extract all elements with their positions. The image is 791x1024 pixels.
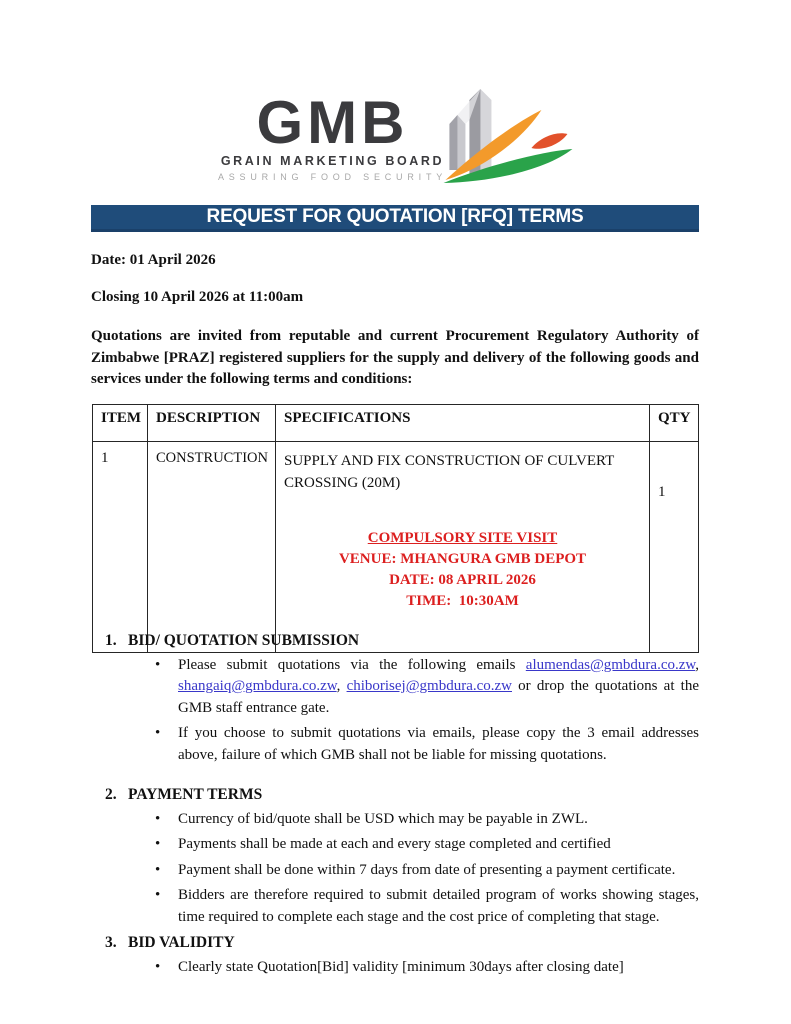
- logo-tagline: ASSURING FOOD SECURITY: [217, 172, 448, 182]
- bullet-icon: [155, 860, 178, 882]
- header-specifications: SPECIFICATIONS: [276, 405, 650, 442]
- section-title: BID/ QUOTATION SUBMISSION: [128, 632, 360, 649]
- site-visit-time: TIME: 10:30AM: [406, 593, 519, 609]
- grain-silos-swoosh-icon: [443, 84, 573, 186]
- spec-text: SUPPLY AND FIX CONSTRUCTION OF CULVERT CROSSING (20M): [284, 453, 615, 491]
- section-number: 2.: [105, 786, 117, 803]
- section-bid-quotation-submission: [91, 630, 699, 766]
- section-heading: [91, 630, 699, 652]
- bullet-icon: [155, 957, 178, 979]
- bullet-text: Currency of bid/quote shall be USD which may be payable in ZWL.: [178, 810, 588, 827]
- email-link-alumendas[interactable]: alumendas@gmbdura.co.zw: [525, 656, 696, 673]
- bullet-icon: [155, 885, 178, 928]
- intro-paragraph: Quotations are invited from reputable and current Procurement Regulatory Authority of Zimbabwe [PRAZ] registered suppliers for the supply and delivery of the following goods and services under the following terms and conditions:: [91, 328, 699, 387]
- bullet-text: Payment shall be done within 7 days from date of presenting a payment certificate.: [178, 861, 676, 878]
- logo-text-block: [217, 89, 448, 182]
- bullet-text: Payments shall be made at each and every stage completed and certified: [178, 836, 611, 852]
- list-item: [91, 655, 699, 720]
- separator: ,: [695, 656, 699, 673]
- cell-description: CONSTRUCTION: [148, 442, 276, 653]
- terms-sections: [91, 630, 699, 982]
- logo-company-name: GRAIN MARKETING BOARD: [220, 154, 445, 168]
- section-payment-terms: [91, 784, 699, 928]
- cell-specifications: [276, 442, 650, 653]
- date-line: Date: 01 April 2026: [91, 252, 216, 268]
- bullet-text-post: or drop the quotations at the GMB staff entrance gate.: [178, 678, 699, 716]
- section-heading: [91, 932, 699, 954]
- items-table: [92, 404, 699, 653]
- table-header-row: [93, 405, 699, 442]
- list-item: [91, 957, 699, 979]
- list-item: [91, 834, 699, 856]
- list-item: [91, 723, 699, 766]
- header-qty: QTY: [650, 405, 699, 442]
- list-item: [91, 885, 699, 928]
- site-visit-title: COMPULSORY SITE VISIT: [367, 530, 558, 546]
- site-visit-venue: VENUE: MHANGURA GMB DEPOT: [338, 551, 587, 567]
- header-description: DESCRIPTION: [148, 405, 276, 442]
- email-link-chiborisej[interactable]: chiborisej@gmbdura.co.zw: [346, 678, 512, 694]
- section-number: 3.: [105, 934, 117, 951]
- bullet-text: Bidders are therefore required to submit detailed program of works showing stages, time required to complete each stage and the cost price of completing that stage.: [178, 887, 699, 925]
- section-heading: [91, 784, 699, 806]
- bullet-text: Clearly state Quotation[Bid] validity [minimum 30days after closing date]: [178, 958, 624, 975]
- site-visit-notice: [284, 528, 641, 612]
- section-title: BID VALIDITY: [128, 934, 235, 951]
- email-link-shangaiq[interactable]: shangaiq@gmbdura.co.zw: [178, 678, 337, 694]
- rfq-terms-banner: [91, 205, 699, 232]
- bullet-text-pre: Please submit quotations via the following emails: [178, 656, 526, 673]
- section-title: PAYMENT TERMS: [128, 786, 263, 803]
- bullet-text: If you choose to submit quotations via emails, please copy the 3 email addresses above, failure of which GMB shall not be liable for missing quotations.: [178, 725, 699, 763]
- section-bid-validity: [91, 932, 699, 978]
- list-item: [91, 809, 699, 831]
- cell-item: 1: [93, 442, 148, 653]
- header-item: ITEM: [93, 405, 148, 442]
- bullet-icon: [155, 809, 178, 831]
- list-item: [91, 860, 699, 882]
- separator: ,: [336, 678, 347, 694]
- gmb-logo: [218, 84, 573, 182]
- logo-acronym: GMB: [256, 89, 409, 156]
- bullet-icon: [155, 834, 178, 856]
- site-visit-date: DATE: 08 APRIL 2026: [389, 572, 536, 588]
- table-row: [93, 442, 699, 653]
- closing-line: Closing 10 April 2026 at 11:00am: [91, 289, 304, 305]
- bullet-icon: [155, 723, 178, 766]
- cell-qty: 1: [650, 442, 699, 653]
- bullet-text: [178, 655, 699, 720]
- banner-title: REQUEST FOR QUOTATION [RFQ] TERMS: [206, 206, 584, 227]
- bullet-icon: [155, 655, 178, 720]
- section-number: 1.: [105, 632, 117, 649]
